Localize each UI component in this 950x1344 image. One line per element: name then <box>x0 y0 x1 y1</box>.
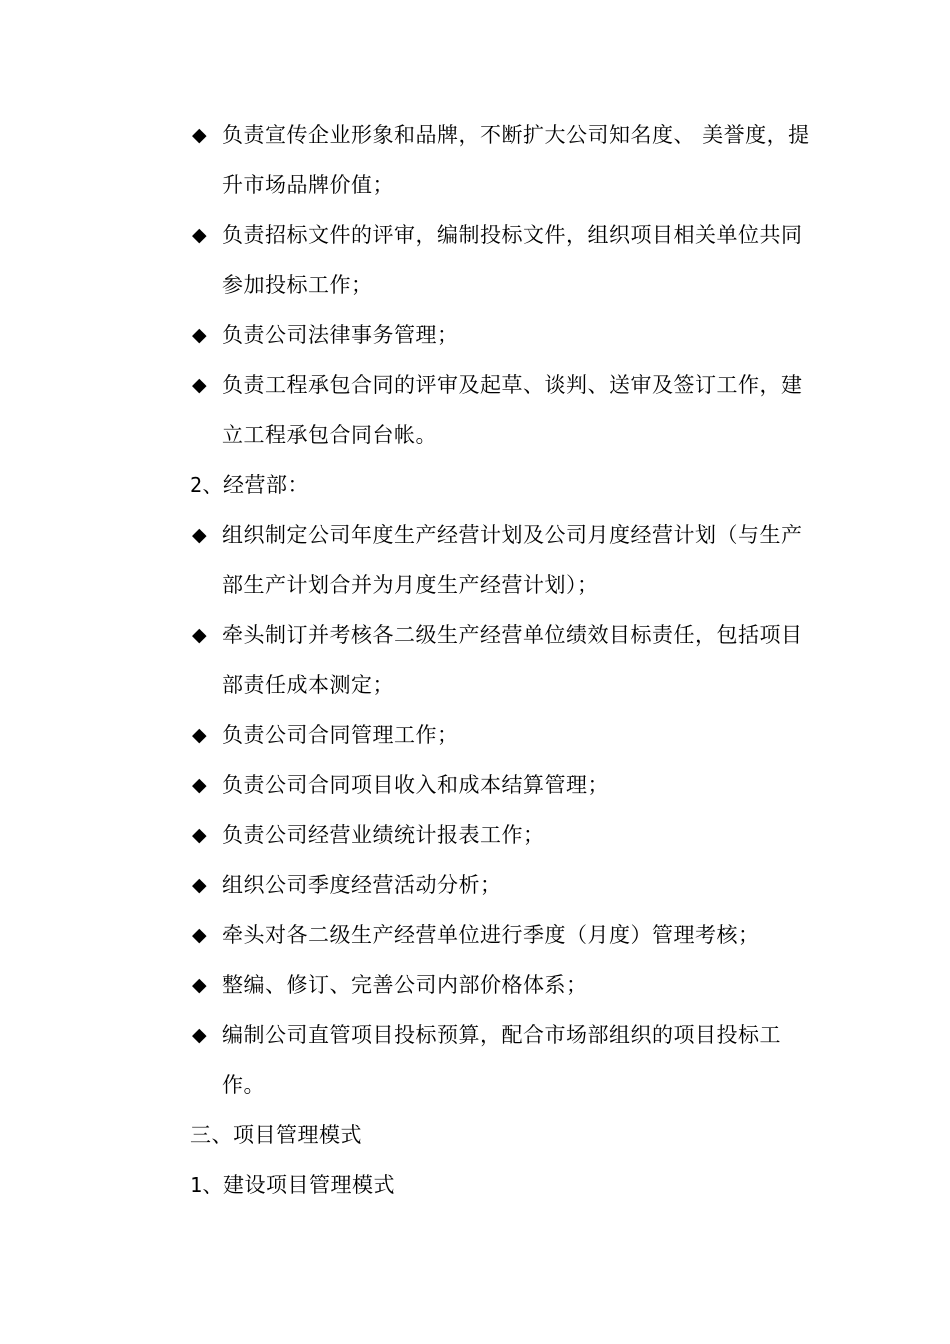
list-item <box>190 360 815 460</box>
list-item-text: 负责公司法律事务管理； <box>222 323 459 347</box>
subsection-heading-construction-mode <box>190 1160 815 1210</box>
diamond-bullet-icon: ◆ <box>192 724 208 746</box>
list-item <box>190 910 815 960</box>
list-item <box>190 310 815 360</box>
list-item <box>190 810 815 860</box>
section-heading-project-management <box>190 1110 815 1160</box>
list-item-text: 负责招标文件的评审，编制投标文件，组织项目相关单位共同参加投标工作； <box>222 223 803 297</box>
list-item <box>190 760 815 810</box>
list-item-text: 牵头制订并考核各二级生产经营单位绩效目标责任，包括项目部责任成本测定； <box>222 623 803 697</box>
document-body <box>190 110 815 1210</box>
heading-text: 三、项目管理模式 <box>190 1123 362 1147</box>
diamond-bullet-icon: ◆ <box>192 1024 208 1046</box>
list-item <box>190 710 815 760</box>
diamond-bullet-icon: ◆ <box>192 774 208 796</box>
diamond-bullet-icon: ◆ <box>192 524 208 546</box>
diamond-bullet-icon: ◆ <box>192 824 208 846</box>
diamond-bullet-icon: ◆ <box>192 624 208 646</box>
list-item-text: 牵头对各二级生产经营单位进行季度（月度）管理考核； <box>222 923 760 947</box>
list-item <box>190 1010 815 1110</box>
list-item <box>190 510 815 610</box>
heading-number: 2、 <box>190 473 224 497</box>
list-item-text: 负责工程承包合同的评审及起草、谈判、送审及签订工作，建立工程承包合同台帐。 <box>222 373 803 447</box>
diamond-bullet-icon: ◆ <box>192 124 208 146</box>
list-item <box>190 210 815 310</box>
diamond-bullet-icon: ◆ <box>192 224 208 246</box>
diamond-bullet-icon: ◆ <box>192 874 208 896</box>
diamond-bullet-icon: ◆ <box>192 374 208 396</box>
list-item-text: 组织公司季度经营活动分析； <box>222 873 502 897</box>
list-item <box>190 610 815 710</box>
heading-number: 1、 <box>190 1173 224 1197</box>
list-item-text: 负责公司合同管理工作； <box>222 723 459 747</box>
list-item-text: 负责公司合同项目收入和成本结算管理； <box>222 773 609 797</box>
list-item <box>190 110 815 210</box>
list-item-text: 负责公司经营业绩统计报表工作； <box>222 823 545 847</box>
list-item <box>190 860 815 910</box>
diamond-bullet-icon: ◆ <box>192 924 208 946</box>
heading-text: 建设项目管理模式 <box>223 1173 396 1197</box>
section-heading-business-dept <box>190 460 815 510</box>
list-item-text: 整编、修订、完善公司内部价格体系； <box>222 973 588 997</box>
list-item-text: 编制公司直管项目投标预算，配合市场部组织的项目投标工作。 <box>222 1023 781 1097</box>
list-item-text: 负责宣传企业形象和品牌，不断扩大公司知名度、 美誉度，提升市场品牌价值； <box>222 123 810 197</box>
heading-text: 经营部： <box>223 473 310 497</box>
diamond-bullet-icon: ◆ <box>192 974 208 996</box>
list-item-text: 组织制定公司年度生产经营计划及公司月度经营计划（与生产部生产计划合并为月度生产经营计划）； <box>222 523 803 597</box>
list-item <box>190 960 815 1010</box>
diamond-bullet-icon: ◆ <box>192 324 208 346</box>
